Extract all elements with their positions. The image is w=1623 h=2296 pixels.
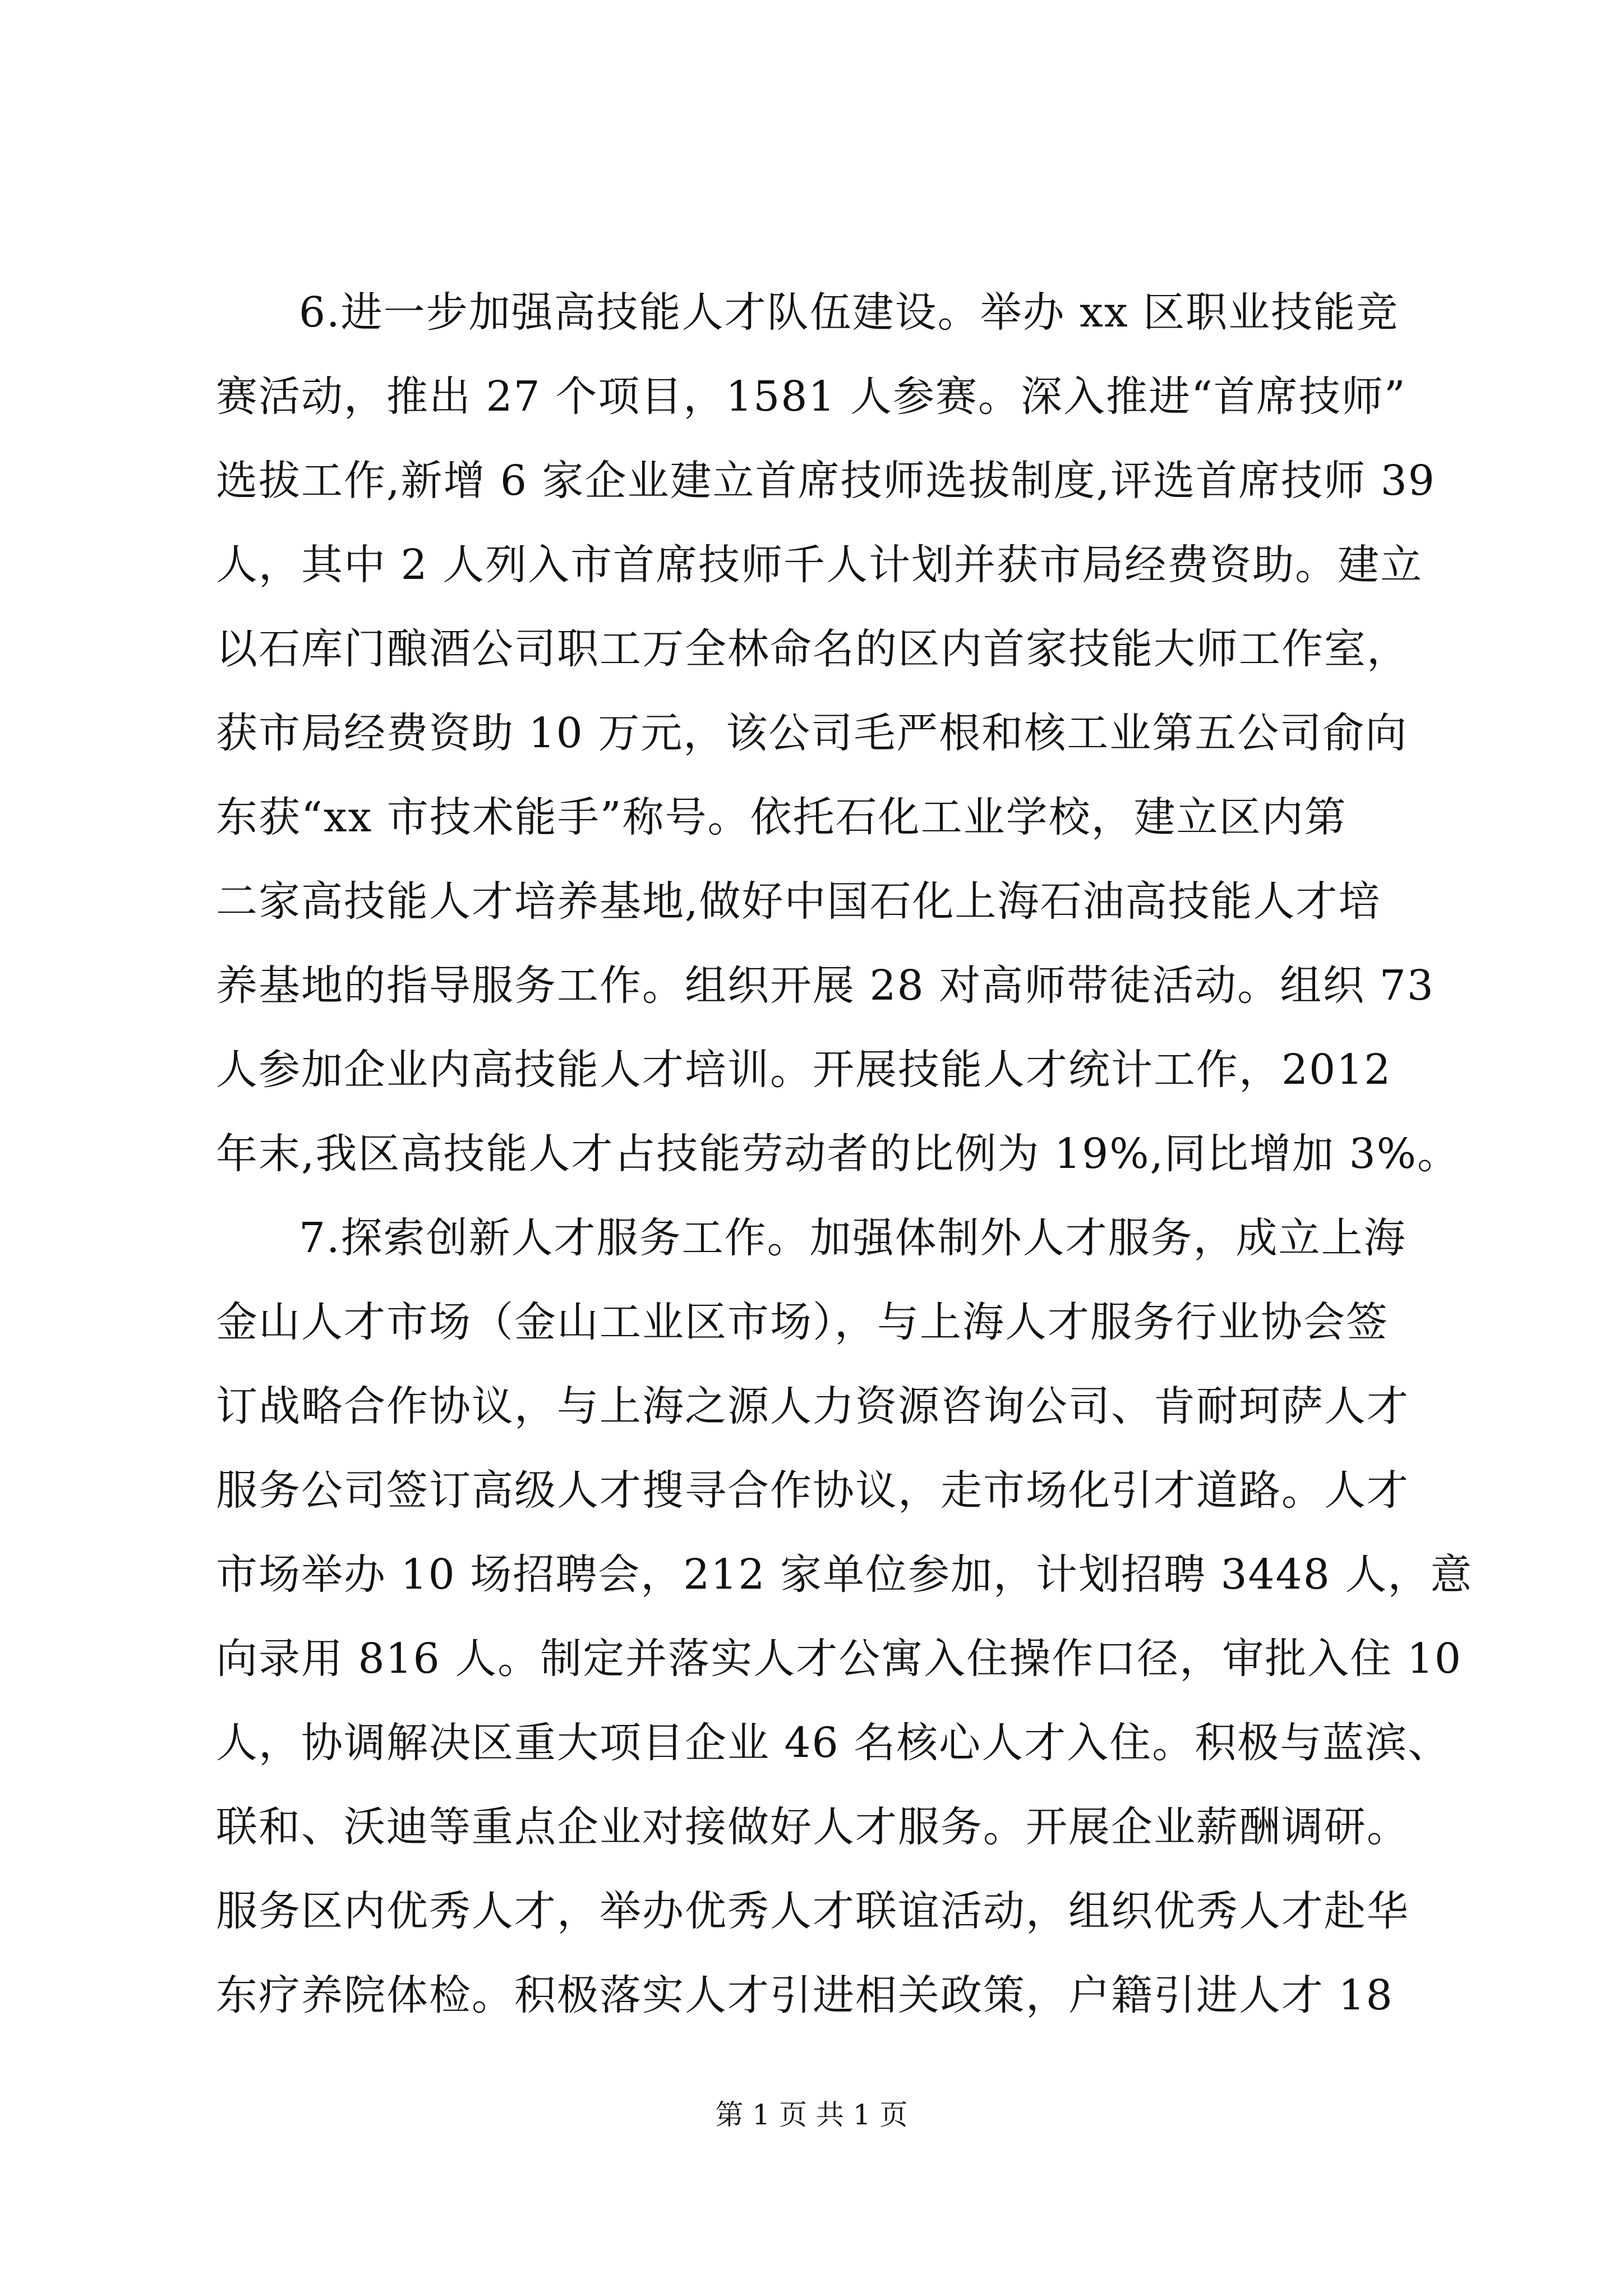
paragraph-7-line-1: 7.探索创新人才服务工作。加强体制外人才服务，成立上海 (299, 1214, 1407, 1262)
paragraph-6-line-11: 年末,我区高技能人才占技能劳动者的比例为 19%,同比增加 3%。 (216, 1130, 1460, 1178)
paragraph-7-line-10: 东疗养院体检。积极落实人才引进相关政策，户籍引进人才 18 (216, 1971, 1394, 2019)
page-footer: 第 1 页 共 1 页 (715, 2099, 908, 2131)
paragraph-7-line-2: 金山人才市场（金山工业区市场），与上海人才服务行业协会签 (216, 1298, 1389, 1346)
paragraph-6-line-10: 人参加企业内高技能人才培训。开展技能人才统计工作，2012 (216, 1046, 1392, 1094)
paragraph-6-line-8: 二家高技能人才培养基地,做好中国石化上海石油高技能人才培 (216, 877, 1381, 926)
paragraph-7-line-5: 市场举办 10 场招聘会，212 家单位参加，计划招聘 3448 人，意 (216, 1550, 1473, 1599)
paragraph-6-line-9: 养基地的指导服务工作。组织开展 28 对高师带徒活动。组织 73 (216, 961, 1435, 1010)
paragraph-7-line-9: 服务区内优秀人才，举办优秀人才联谊活动，组织优秀人才赴华 (216, 1887, 1409, 1935)
paragraph-6-line-3: 选拔工作,新增 6 家企业建立首席技师选拔制度,评选首席技师 39 (216, 457, 1436, 505)
paragraph-6-line-7: 东获“xx 市技术能手”称号。依托石化工业学校，建立区内第 (216, 793, 1347, 841)
paragraph-6-line-5: 以石库门酿酒公司职工万全林命名的区内首家技能大师工作室， (216, 625, 1409, 673)
paragraph-7-line-7: 人，协调解决区重大项目企业 46 名核心人才入住。积极与蓝滨、 (216, 1719, 1451, 1767)
paragraph-6-line-2: 赛活动，推出 27 个项目，1581 人参赛。深入推进“首席技师” (216, 372, 1407, 421)
paragraph-7-line-4: 服务公司签订高级人才搜寻合作协议，走市场化引才道路。人才 (216, 1466, 1409, 1515)
document-body (216, 270, 1473, 2037)
paragraph-7-line-3: 订战略合作协议，与上海之源人力资源咨询公司、肯耐珂萨人才 (216, 1382, 1409, 1430)
paragraph-6-line-4: 人，其中 2 人列入市首席技师千人计划并获市局经费资助。建立 (216, 541, 1423, 589)
paragraph-6-line-6: 获市局经费资助 10 万元，该公司毛严根和核工业第五公司俞向 (216, 709, 1408, 757)
paragraph-7-line-6: 向录用 816 人。制定并落实人才公寓入住操作口径，审批入住 10 (216, 1635, 1462, 1683)
paragraph-7-line-8: 联和、沃迪等重点企业对接做好人才服务。开展企业薪酬调研。 (216, 1803, 1409, 1851)
paragraph-6-line-1: 6.进一步加强高技能人才队伍建设。举办 xx 区职业技能竞 (299, 288, 1399, 337)
